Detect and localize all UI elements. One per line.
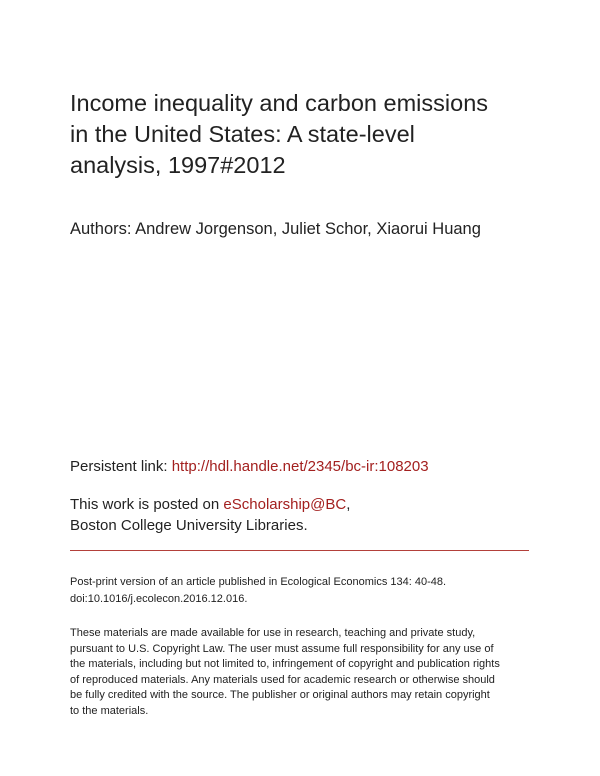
persistent-link-label: Persistent link: bbox=[70, 458, 172, 475]
persistent-link-line bbox=[70, 457, 429, 477]
copyright-line-6: to the materials. bbox=[70, 704, 149, 717]
posted-prefix: This work is posted on bbox=[70, 496, 224, 513]
copyright-line-3: the materials, including but not limited to, infringement of copyright and publication rights bbox=[70, 658, 500, 670]
postprint-line-1: Post-print version of an article published in Ecological Economics 134: 40-48. bbox=[70, 576, 447, 588]
title-line-3: analysis, 1997#2012 bbox=[70, 152, 286, 178]
authors-line: Authors: Andrew Jorgenson, Juliet Schor, Xiaorui Huang bbox=[70, 220, 481, 238]
posted-line-1 bbox=[70, 494, 350, 515]
section-divider bbox=[70, 550, 529, 551]
persistent-link[interactable]: http://hdl.handle.net/2345/bc-ir:108203 bbox=[171, 458, 429, 475]
postprint-line-2: doi:10.1016/j.ecolecon.2016.12.016. bbox=[70, 593, 248, 605]
posted-line-2: Boston College University Libraries. bbox=[70, 517, 308, 534]
escholarship-link[interactable]: eScholarship@BC bbox=[223, 496, 347, 513]
posted-suffix: , bbox=[346, 496, 351, 513]
copyright-notice bbox=[70, 626, 500, 719]
postprint-note bbox=[70, 574, 446, 608]
copyright-line-1: These materials are made available for use in research, teaching and private study, bbox=[70, 627, 476, 639]
title-line-2: in the United States: A state-level bbox=[70, 121, 415, 147]
posted-notice bbox=[70, 494, 350, 536]
document-title bbox=[70, 88, 550, 181]
copyright-line-2: pursuant to U.S. Copyright Law. The user must assume full responsibility for any use of bbox=[70, 642, 494, 655]
copyright-line-5: be fully credited with the source. The publisher or original authors may retain copyright bbox=[70, 689, 490, 701]
title-line-1: Income inequality and carbon emissions bbox=[70, 90, 489, 116]
copyright-line-4: of reproduced materials. Any materials used for academic research or otherwise should bbox=[70, 673, 495, 686]
